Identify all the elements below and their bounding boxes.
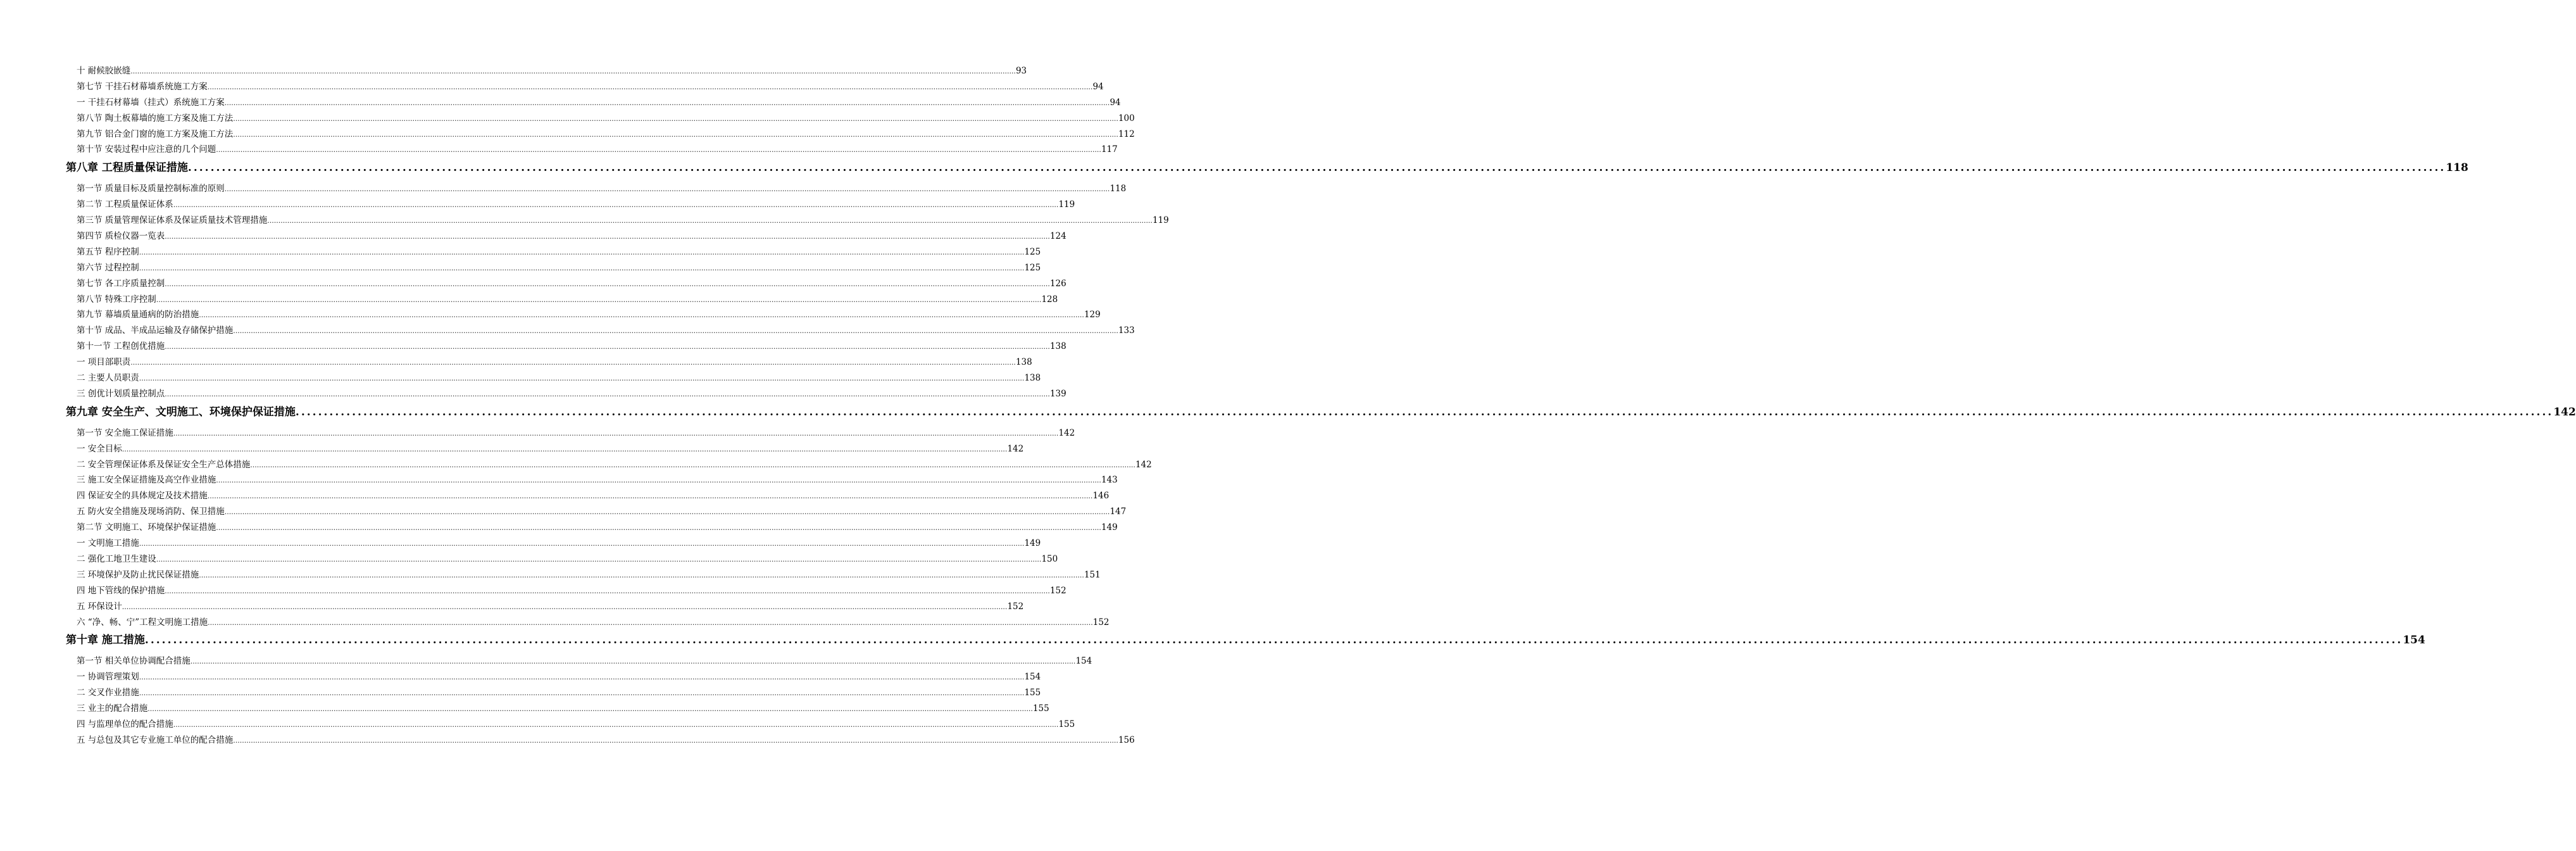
toc-leader-dots: ................................................................................................................................................................................................................................................................................................................................................................................................................	[173, 201, 1059, 210]
toc-entry-label: 二 安全管理保证体系及保证安全生产总体措施	[77, 459, 251, 470]
toc-section-entry[interactable]	[66, 567, 1101, 583]
toc-leader-dots: ................................................................................................................................................................................................................................................................................................................................................................................................................	[199, 570, 1084, 579]
toc-entry-label: 二 主要人员职责	[77, 373, 139, 384]
toc-entry-label: 三 施工安全保证措施及高空作业措施	[77, 475, 216, 486]
toc-entry-label: 第十节 安装过程中应注意的几个问题	[77, 144, 216, 155]
toc-entry-page-number: 128	[1041, 294, 1058, 305]
toc-section-entry[interactable]	[66, 669, 1041, 685]
toc-entry-page-number: 155	[1024, 688, 1041, 698]
toc-section-entry[interactable]	[66, 276, 1066, 292]
toc-section-entry[interactable]	[66, 229, 1066, 244]
toc-chapter-entry[interactable]	[66, 401, 2576, 424]
toc-entry-label: 五 防火安全措施及现场消防、保卫措施	[77, 507, 225, 517]
toc-section-entry[interactable]	[66, 142, 1118, 158]
toc-leader-dots: ................................................................................................................................................................................................................................................................................................................................................................................................................	[224, 508, 1110, 517]
toc-entry-label: 六 “净、畅、宁”工程文明施工措施	[77, 617, 208, 627]
toc-entry-label: 第七节 各工序质量控制	[77, 278, 165, 289]
toc-entry-page-number: 147	[1110, 507, 1127, 517]
toc-leader-dots: ................................................................................................................................................................................................................................................................................................................................................................................................................	[233, 114, 1118, 123]
toc-section-entry[interactable]	[66, 292, 1058, 308]
toc-leader-dots: ................................................................................................................................................................................................................................................................................................................................................................................................................	[147, 705, 1033, 714]
toc-entry-label: 第二节 工程质量保证体系	[77, 199, 173, 210]
toc-section-entry[interactable]	[66, 197, 1075, 213]
toc-leader-dots: ................................................................................................................................................................................................................................................................................................................................................................................................................	[187, 161, 2446, 175]
toc-chapter-entry[interactable]	[66, 156, 2468, 180]
toc-section-entry[interactable]	[66, 685, 1041, 701]
toc-entry-label: 第二节 文明施工、环境保护保证措施	[77, 522, 216, 533]
toc-section-entry[interactable]	[66, 441, 1024, 457]
toc-section-entry[interactable]	[66, 79, 1104, 95]
toc-entry-page-number: 152	[1049, 585, 1066, 596]
toc-leader-dots: ................................................................................................................................................................................................................................................................................................................................................................................................................	[224, 98, 1110, 107]
toc-leader-dots: ................................................................................................................................................................................................................................................................................................................................................................................................................	[139, 248, 1025, 256]
toc-leader-dots: ................................................................................................................................................................................................................................................................................................................................................................................................................	[173, 429, 1059, 438]
toc-leader-dots: ................................................................................................................................................................................................................................................................................................................................................................................................................	[250, 460, 1135, 469]
toc-section-entry[interactable]	[66, 355, 1032, 370]
toc-leader-dots: ................................................................................................................................................................................................................................................................................................................................................................................................................	[165, 389, 1050, 398]
toc-entry-label: 第四节 质检仪器一览表	[77, 231, 165, 242]
toc-leader-dots: ................................................................................................................................................................................................................................................................................................................................................................................................................	[207, 82, 1093, 91]
toc-entry-page-number: 119	[1058, 199, 1075, 210]
toc-entry-label: 第十章 施工措施	[66, 634, 145, 647]
toc-entry-page-number: 151	[1084, 569, 1101, 580]
toc-leader-dots: ................................................................................................................................................................................................................................................................................................................................................................................................................	[139, 263, 1025, 272]
toc-entry-label: 一 协调管理策划	[77, 672, 139, 683]
toc-entry-page-number: 129	[1084, 310, 1101, 320]
toc-section-entry[interactable]	[66, 260, 1041, 276]
toc-entry-label: 二 交叉作业措施	[77, 688, 139, 698]
toc-entry-page-number: 143	[1101, 475, 1118, 486]
toc-entry-page-number: 125	[1024, 246, 1041, 257]
toc-section-entry[interactable]	[66, 717, 1075, 733]
toc-entry-page-number: 142	[1135, 459, 1152, 470]
toc-leader-dots: ................................................................................................................................................................................................................................................................................................................................................................................................................	[216, 146, 1101, 154]
table-of-contents	[66, 63, 2576, 748]
toc-entry-label: 三 环境保护及防止扰民保证措施	[77, 569, 199, 580]
toc-leader-dots: ................................................................................................................................................................................................................................................................................................................................................................................................................	[173, 720, 1059, 729]
toc-entry-label: 第五节 程序控制	[77, 246, 139, 257]
toc-entry-page-number: 139	[1049, 388, 1066, 399]
toc-section-entry[interactable]	[66, 307, 1101, 323]
toc-entry-label: 第一节 相关单位协调配合措施	[77, 656, 191, 667]
toc-entry-page-number: 154	[2403, 634, 2425, 647]
toc-section-entry[interactable]	[66, 552, 1058, 567]
toc-section-entry[interactable]	[66, 615, 1110, 631]
toc-leader-dots: ................................................................................................................................................................................................................................................................................................................................................................................................................	[233, 327, 1118, 336]
toc-section-entry[interactable]	[66, 244, 1041, 260]
toc-section-entry[interactable]	[66, 426, 1075, 441]
toc-entry-label: 第八节 特殊工序控制	[77, 294, 156, 305]
toc-section-entry[interactable]	[66, 386, 1066, 402]
toc-entry-label: 第七节 干挂石材幕墙系统施工方案	[77, 81, 208, 92]
toc-leader-dots: ................................................................................................................................................................................................................................................................................................................................................................................................................	[224, 185, 1110, 194]
toc-entry-label: 一 干挂石材幕墙（挂式）系统施工方案	[77, 97, 225, 108]
toc-entry-page-number: 93	[1015, 66, 1027, 76]
toc-entry-page-number: 118	[1110, 184, 1127, 194]
toc-entry-page-number: 126	[1049, 278, 1066, 289]
toc-entry-page-number: 118	[2446, 161, 2468, 175]
toc-entry-page-number: 124	[1049, 231, 1066, 242]
toc-entry-page-number: 94	[1092, 81, 1104, 92]
toc-leader-dots: ................................................................................................................................................................................................................................................................................................................................................................................................................	[233, 736, 1118, 745]
toc-section-entry[interactable]	[66, 583, 1066, 599]
toc-leader-dots: ................................................................................................................................................................................................................................................................................................................................................................................................................	[139, 374, 1025, 383]
toc-entry-label: 第九节 铝合金门窗的施工方案及施工方法	[77, 129, 234, 139]
toc-entry-label: 第八节 陶土板幕墙的施工方案及施工方法	[77, 113, 234, 123]
toc-entry-label: 四 地下管线的保护措施	[77, 585, 165, 596]
toc-entry-label: 第三节 质量管理保证体系及保证质量技术管理措施	[77, 215, 268, 226]
toc-entry-label: 第九节 幕墙质量通病的防治措施	[77, 310, 199, 320]
toc-section-entry[interactable]	[66, 339, 1066, 355]
toc-section-entry[interactable]	[66, 323, 1135, 339]
toc-entry-page-number: 138	[1024, 373, 1041, 384]
toc-entry-label: 四 与监理单位的配合措施	[77, 719, 173, 729]
toc-entry-page-number: 149	[1101, 522, 1118, 533]
toc-leader-dots: ................................................................................................................................................................................................................................................................................................................................................................................................................	[139, 689, 1025, 698]
toc-entry-label: 五 与总包及其它专业施工单位的配合措施	[77, 734, 234, 745]
toc-entry-label: 二 强化工地卫生建设	[77, 553, 156, 564]
toc-leader-dots: ................................................................................................................................................................................................................................................................................................................................................................................................................	[156, 555, 1042, 564]
toc-entry-label: 三 业主的配合措施	[77, 703, 148, 714]
toc-section-entry[interactable]	[66, 213, 1169, 229]
toc-entry-page-number: 125	[1024, 262, 1041, 273]
toc-leader-dots: ................................................................................................................................................................................................................................................................................................................................................................................................................	[139, 673, 1025, 682]
toc-chapter-entry[interactable]	[66, 629, 2425, 652]
toc-leader-dots: ................................................................................................................................................................................................................................................................................................................................................................................................................	[295, 405, 2554, 419]
toc-section-entry[interactable]	[66, 653, 1092, 669]
toc-entry-label: 第六节 过程控制	[77, 262, 139, 273]
toc-entry-page-number: 152	[1007, 601, 1024, 612]
toc-section-entry[interactable]	[66, 127, 1135, 142]
toc-section-entry[interactable]	[66, 599, 1024, 615]
toc-leader-dots: ................................................................................................................................................................................................................................................................................................................................................................................................................	[233, 130, 1118, 139]
toc-leader-dots: ................................................................................................................................................................................................................................................................................................................................................................................................................	[165, 343, 1050, 351]
toc-leader-dots: ................................................................................................................................................................................................................................................................................................................................................................................................................	[267, 217, 1153, 225]
toc-entry-page-number: 154	[1024, 672, 1041, 683]
toc-entry-label: 第九章 安全生产、文明施工、环境保护保证措施	[66, 405, 296, 419]
toc-entry-page-number: 150	[1041, 553, 1058, 564]
toc-entry-page-number: 133	[1118, 325, 1135, 336]
toc-entry-label: 十 耐候胶嵌缝	[77, 66, 131, 76]
toc-leader-dots: ................................................................................................................................................................................................................................................................................................................................................................................................................	[144, 634, 2403, 647]
toc-section-entry[interactable]	[66, 63, 1027, 79]
toc-entry-page-number: 152	[1092, 617, 1110, 627]
toc-entry-page-number: 146	[1092, 491, 1110, 501]
toc-leader-dots: ................................................................................................................................................................................................................................................................................................................................................................................................................	[139, 539, 1025, 548]
toc-entry-label: 第十节 成品、半成品运输及存储保护措施	[77, 325, 234, 336]
toc-leader-dots: ................................................................................................................................................................................................................................................................................................................................................................................................................	[199, 311, 1084, 320]
toc-entry-page-number: 156	[1118, 734, 1135, 745]
toc-entry-page-number: 94	[1110, 97, 1121, 108]
toc-entry-page-number: 149	[1024, 538, 1041, 549]
toc-entry-label: 第一节 质量目标及质量控制标准的原则	[77, 184, 225, 194]
toc-section-entry[interactable]	[66, 472, 1118, 488]
toc-entry-page-number: 100	[1118, 113, 1135, 123]
toc-entry-label: 第一节 安全施工保证措施	[77, 427, 173, 438]
toc-leader-dots: ................................................................................................................................................................................................................................................................................................................................................................................................................	[122, 444, 1008, 453]
toc-section-entry[interactable]	[66, 488, 1110, 504]
toc-entry-label: 一 安全目标	[77, 443, 122, 454]
toc-section-entry[interactable]	[66, 111, 1135, 127]
toc-leader-dots: ................................................................................................................................................................................................................................................................................................................................................................................................................	[165, 586, 1050, 595]
toc-entry-label: 五 环保设计	[77, 601, 122, 612]
toc-entry-page-number: 154	[1075, 656, 1092, 667]
toc-entry-page-number: 142	[1058, 427, 1075, 438]
toc-entry-label: 四 保证安全的具体规定及技术措施	[77, 491, 208, 501]
toc-section-entry[interactable]	[66, 520, 1118, 536]
toc-entry-page-number: 155	[1058, 719, 1075, 729]
toc-entry-page-number: 117	[1101, 144, 1118, 155]
toc-section-entry[interactable]	[66, 701, 1049, 717]
toc-leader-dots: ................................................................................................................................................................................................................................................................................................................................................................................................................	[156, 295, 1042, 304]
toc-section-entry[interactable]	[66, 457, 1152, 473]
toc-entry-page-number: 142	[2553, 405, 2576, 419]
toc-entry-label: 第八章 工程质量保证措施	[66, 161, 188, 175]
toc-entry-label: 一 项目部职责	[77, 357, 131, 368]
toc-section-entry[interactable]	[66, 181, 1127, 197]
toc-leader-dots: ................................................................................................................................................................................................................................................................................................................................................................................................................	[190, 657, 1076, 666]
toc-leader-dots: ................................................................................................................................................................................................................................................................................................................................................................................................................	[208, 618, 1093, 627]
toc-leader-dots: ................................................................................................................................................................................................................................................................................................................................................................................................................	[216, 476, 1101, 485]
toc-leader-dots: ................................................................................................................................................................................................................................................................................................................................................................................................................	[130, 67, 1016, 75]
toc-entry-page-number: 142	[1007, 443, 1024, 454]
toc-section-entry[interactable]	[66, 536, 1041, 552]
toc-leader-dots: ................................................................................................................................................................................................................................................................................................................................................................................................................	[122, 602, 1008, 611]
toc-entry-page-number: 155	[1032, 703, 1049, 714]
toc-leader-dots: ................................................................................................................................................................................................................................................................................................................................................................................................................	[165, 232, 1050, 241]
toc-leader-dots: ................................................................................................................................................................................................................................................................................................................................................................................................................	[130, 358, 1016, 367]
toc-entry-page-number: 112	[1118, 129, 1135, 139]
toc-section-entry[interactable]	[66, 95, 1121, 111]
toc-entry-label: 一 文明施工措施	[77, 538, 139, 549]
toc-leader-dots: ................................................................................................................................................................................................................................................................................................................................................................................................................	[207, 492, 1093, 501]
toc-entry-label: 第十一节 工程创优措施	[77, 341, 165, 352]
toc-leader-dots: ................................................................................................................................................................................................................................................................................................................................................................................................................	[165, 279, 1050, 288]
toc-entry-page-number: 138	[1049, 341, 1066, 352]
toc-section-entry[interactable]	[66, 733, 1135, 748]
toc-entry-label: 三 创优计划质量控制点	[77, 388, 165, 399]
toc-entry-page-number: 119	[1152, 215, 1169, 226]
toc-section-entry[interactable]	[66, 370, 1041, 386]
toc-entry-page-number: 138	[1015, 357, 1032, 368]
toc-section-entry[interactable]	[66, 504, 1127, 520]
toc-leader-dots: ................................................................................................................................................................................................................................................................................................................................................................................................................	[216, 524, 1101, 533]
